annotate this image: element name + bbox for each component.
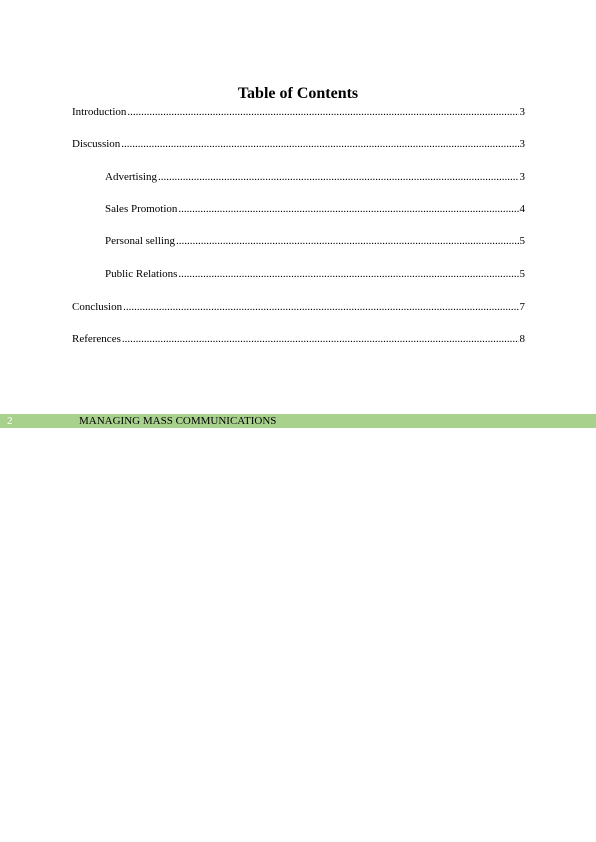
page-header-bar <box>0 414 596 428</box>
running-header: MANAGING MASS COMMUNICATIONS <box>79 415 277 427</box>
toc-entry-label: Sales Promotion <box>105 203 178 215</box>
toc-entry-page: 8 <box>519 333 525 345</box>
toc-entry-page: 5 <box>519 235 525 247</box>
toc-entry-label: References <box>72 333 121 345</box>
page-number: 2 <box>7 415 13 427</box>
toc-list <box>72 0 525 360</box>
toc-entry-label: Discussion <box>72 138 121 150</box>
toc-entry-page: 3 <box>519 138 525 150</box>
toc-dot-leader <box>121 137 518 151</box>
toc-entry-advertising[interactable] <box>105 170 525 184</box>
toc-dot-leader <box>127 105 518 119</box>
toc-entry-sales-promotion[interactable] <box>105 202 525 216</box>
toc-entry-discussion[interactable] <box>72 137 525 151</box>
toc-entry-conclusion[interactable] <box>72 300 525 314</box>
toc-entry-page: 7 <box>519 301 525 313</box>
toc-entry-public-relations[interactable] <box>105 267 525 281</box>
toc-entry-references[interactable] <box>72 332 525 346</box>
toc-entry-introduction[interactable] <box>72 105 525 119</box>
toc-entry-label: Conclusion <box>72 301 123 313</box>
toc-entry-personal-selling[interactable] <box>105 234 525 248</box>
toc-entry-page: 3 <box>519 171 525 183</box>
toc-dot-leader <box>122 332 519 346</box>
toc-dot-leader <box>178 202 518 216</box>
toc-entry-label: Public Relations <box>105 268 178 280</box>
toc-dot-leader <box>176 234 519 248</box>
toc-entry-page: 3 <box>519 106 525 118</box>
toc-entry-label: Introduction <box>72 106 127 118</box>
toc-dot-leader <box>158 170 519 184</box>
toc-dot-leader <box>123 300 518 314</box>
toc-entry-label: Advertising <box>105 171 157 183</box>
toc-entry-page: 4 <box>519 203 525 215</box>
toc-dot-leader <box>178 267 518 281</box>
toc-entry-label: Personal selling <box>105 235 175 247</box>
toc-entry-page: 5 <box>519 268 525 280</box>
toc-title: Table of Contents <box>237 85 359 102</box>
